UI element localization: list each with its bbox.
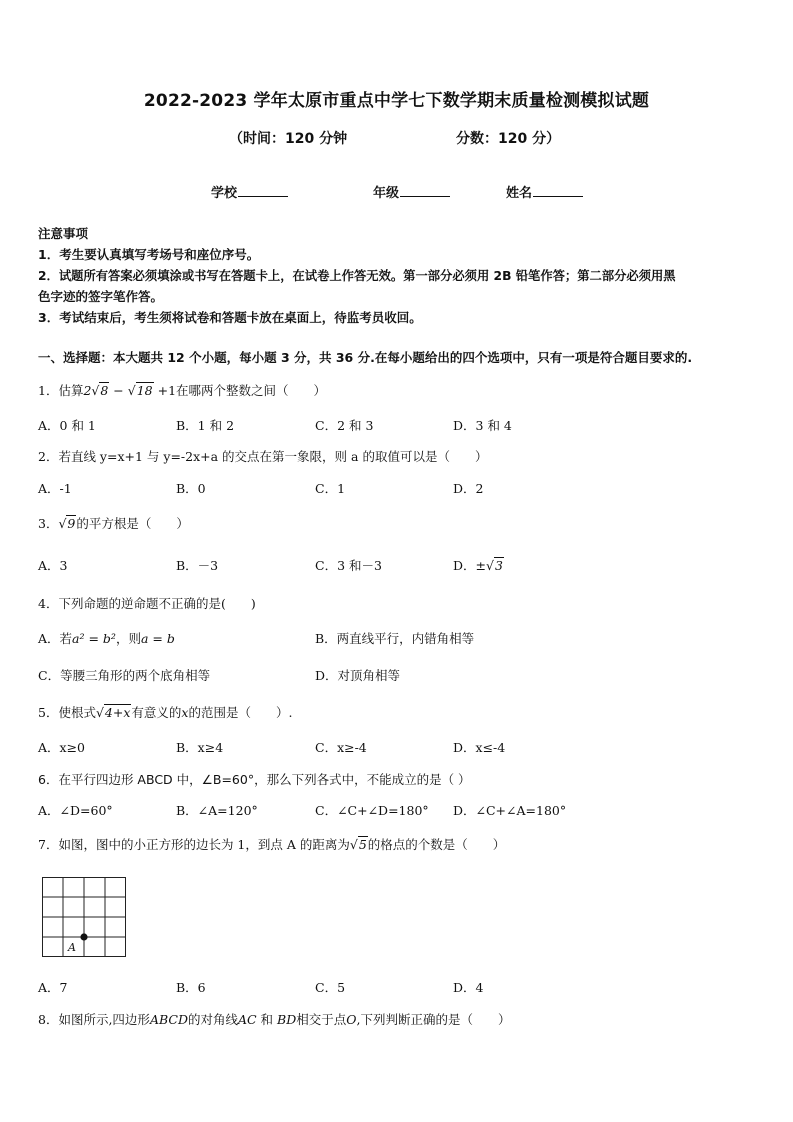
q4-option-c[interactable]: C．等腰三角形的两个底角相等 [38, 668, 211, 683]
q4-a-prefix: A．若 [38, 631, 73, 646]
q6-option-c[interactable]: C．∠C+∠D=180° [315, 803, 429, 818]
q1-coef: 2 [83, 383, 92, 398]
q8-suffix: ,下列判断正确的是（ ） [356, 1012, 511, 1027]
q5-radicand: 4+x [104, 705, 131, 720]
q7-option-a[interactable]: A．7 [38, 980, 68, 995]
q5-option-b[interactable]: B．x≥4 [176, 740, 224, 755]
q7-option-c[interactable]: C．5 [315, 980, 346, 995]
q1-option-c[interactable]: C．2 和 3 [315, 418, 374, 433]
notice-heading: 注意事项 [38, 226, 89, 241]
q3-radicand: 9 [67, 516, 76, 531]
q1-prefix: 1．估算 [38, 383, 84, 398]
grade-label: 年级 [373, 186, 400, 201]
question-7: 7．如图，图中的小正方形的边长为 1，到点 A 的距离为√5的格点的个数是（ ） [38, 837, 506, 852]
point-a-dot [80, 933, 87, 940]
q8-o: O [346, 1012, 357, 1027]
q3-option-d-label: D．± [453, 558, 486, 573]
notice-line-1: 1．考生要认真填写考场号和座位序号。 [38, 247, 260, 262]
q8-ac: AC [237, 1012, 257, 1027]
q6-option-d[interactable]: D．∠C+∠A=180° [453, 803, 567, 818]
q1-option-b[interactable]: B．1 和 2 [176, 418, 235, 433]
q8-mid1: 的对角线 [187, 1012, 238, 1027]
q6-option-a[interactable]: A．∠D=60° [38, 803, 113, 818]
q3-option-c[interactable]: C．3 和－3 [315, 558, 382, 573]
name-label: 姓名 [506, 186, 533, 201]
grid-figure [42, 877, 126, 957]
exam-score: 分数：120 分） [456, 131, 561, 147]
grade-blank[interactable] [400, 184, 450, 197]
question-8 [38, 1010, 511, 1028]
point-a-label: A [68, 941, 76, 954]
q5-var: x [181, 705, 189, 720]
question-1: 1．估算2√8 − √18 +1在哪两个整数之间（ ） [38, 383, 327, 398]
name-field [506, 182, 583, 201]
q1-option-d[interactable]: D．3 和 4 [453, 418, 512, 433]
school-label: 学校 [211, 186, 238, 201]
paper-title: 2022-2023 学年太原市重点中学七下数学期末质量检测模拟试题 [143, 91, 650, 111]
q1-minus: − [109, 383, 128, 398]
q3-option-d-radicand: 3 [494, 558, 503, 573]
q2-option-b[interactable]: B．0 [176, 481, 206, 496]
q4-option-a[interactable] [38, 629, 175, 647]
question-6: 6．在平行四边形 ABCD 中，∠B=60°，那么下列各式中，不能成立的是（ ） [38, 772, 471, 787]
notice-line-2-cont: 色字迹的签字笔作答。 [38, 289, 164, 304]
notice-line-3: 3．考试结束后，考生须将试卷和答题卡放在桌面上，待监考员收回。 [38, 310, 422, 325]
q2-option-a[interactable]: A．-1 [38, 481, 72, 496]
q1-radicand-a: 8 [100, 383, 109, 398]
q8-prefix: 8．如图所示,四边形 [38, 1012, 150, 1027]
q3-option-d[interactable]: D．±√3 [453, 558, 503, 573]
q8-mid2: 相交于点 [296, 1012, 347, 1027]
question-3: 3．√9的平方根是（ ） [38, 516, 189, 531]
q2-option-d[interactable]: D．2 [453, 481, 484, 496]
q8-abcd: ABCD [149, 1012, 188, 1027]
grade-field [373, 182, 450, 201]
notice-line-2: 2．试题所有答案必须填涂或书写在答题卡上，在试卷上作答无效。第一部分必须用 2B 铅笔作答；第二部分必须用黑 [38, 269, 676, 283]
exam-time: （时间：120 分钟 [229, 131, 348, 147]
q7-radicand: 5 [358, 837, 367, 852]
q7-suffix: 的格点的个数是（ ） [367, 837, 506, 852]
q2-option-c[interactable]: C．1 [315, 481, 346, 496]
q7-option-d[interactable]: D．4 [453, 980, 484, 995]
section-heading: 一、选择题：本大题共 12 个小题，每小题 3 分，共 36 分.在每小题给出的四个选项中，只有一项是符合题目要求的. [38, 350, 693, 365]
q5-prefix: 5．使根式 [38, 705, 96, 720]
q4-a-mid: ，则 [115, 631, 141, 646]
q7-prefix: 7．如图，图中的小正方形的边长为 1，到点 A 的距离为 [38, 837, 350, 852]
school-field [211, 182, 288, 201]
q4-option-d[interactable]: D．对顶角相等 [315, 668, 401, 683]
q5-suffix: 的范围是（ ）. [188, 705, 293, 720]
q5-mid: 有意义的 [131, 705, 182, 720]
q5-option-a[interactable]: A．x≥0 [38, 740, 86, 755]
question-5: 5．使根式√4+x有意义的x的范围是（ ）. [38, 705, 293, 720]
q4-a-result: a = b [140, 631, 175, 646]
q6-option-b[interactable]: B．∠A=120° [176, 803, 258, 818]
q7-option-b[interactable]: B．6 [176, 980, 206, 995]
q1-radicand-b: 18 [136, 383, 153, 398]
question-4: 4．下列命题的逆命题不正确的是( ) [38, 596, 256, 611]
q3-option-a[interactable]: A．3 [38, 558, 68, 573]
q3-suffix: 的平方根是（ ） [76, 516, 189, 531]
q8-bd: BD [277, 1012, 297, 1027]
q1-plus: +1 [153, 383, 177, 398]
q5-option-c[interactable]: C．x≥-4 [315, 740, 367, 755]
q5-option-d[interactable]: D．x≤-4 [453, 740, 506, 755]
q1-option-a[interactable]: A．0 和 1 [38, 418, 96, 433]
q8-and: 和 [256, 1012, 278, 1027]
question-2: 2．若直线 y=x+1 与 y=-2x+a 的交点在第一象限，则 a 的取值可以是（ ） [38, 449, 488, 464]
q1-suffix: 在哪两个整数之间（ ） [176, 383, 327, 398]
q4-option-b[interactable]: B．两直线平行，内错角相等 [315, 631, 475, 646]
name-blank[interactable] [533, 184, 583, 197]
school-blank[interactable] [238, 184, 288, 197]
q3-prefix: 3． [38, 516, 59, 531]
q4-a-equation: a² = b² [72, 631, 116, 646]
q3-option-b[interactable]: B．－3 [176, 558, 219, 573]
